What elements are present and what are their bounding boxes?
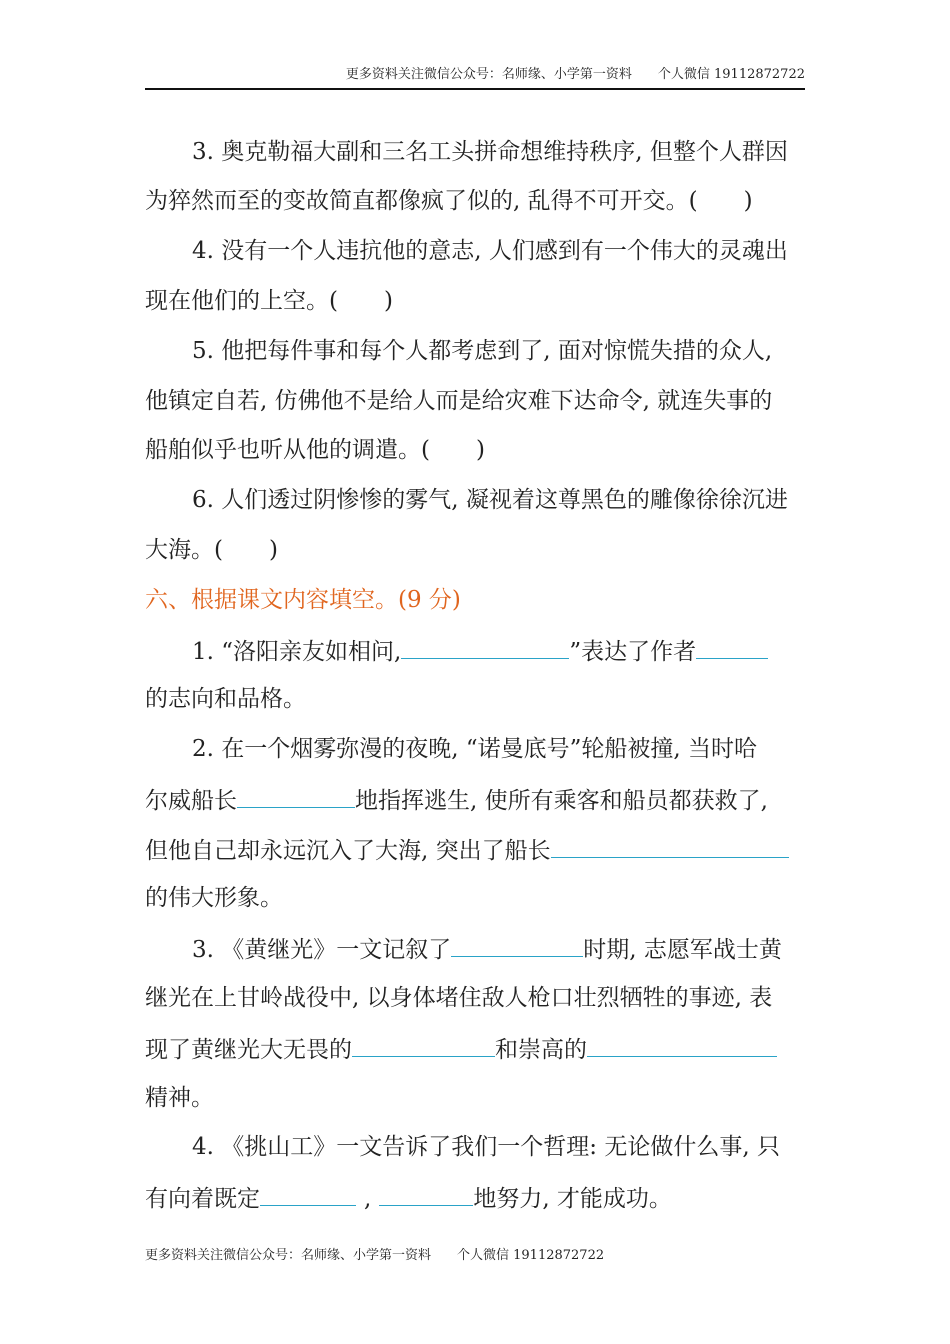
fill1-line2: 的志向和品格。 bbox=[145, 686, 306, 712]
q5-line3: 船舶似乎也听从他的调遣。( ) bbox=[145, 437, 485, 463]
footer-text: 更多资料关注微信公众号：名师缘、小学第一资料 个人微信 19112872722 bbox=[145, 1248, 605, 1263]
fill4-text-b: , bbox=[364, 1186, 372, 1212]
fill2-text-a: 尔威船长 bbox=[145, 788, 237, 814]
fill2-line3 bbox=[145, 837, 789, 863]
fill3-text-c: 现了黄继光大无畏的 bbox=[145, 1037, 352, 1063]
q4-line2: 现在他们的上空。( ) bbox=[145, 288, 393, 314]
q3-line1: 3. 奥克勒福大副和三名工头拼命想维持秩序, 但整个人群因 bbox=[192, 139, 788, 165]
fill3-blank-1[interactable] bbox=[451, 936, 583, 957]
fill2-text-c: 但他自己却永远沉入了大海, 突出了船长 bbox=[145, 838, 551, 864]
fill4-text-a: 有向着既定 bbox=[145, 1186, 260, 1212]
q6-line2: 大海。( ) bbox=[145, 537, 278, 563]
fill3-line1 bbox=[192, 936, 782, 962]
fill2-line2 bbox=[145, 787, 768, 813]
fill4-blank-2[interactable] bbox=[379, 1185, 473, 1206]
fill4-line2 bbox=[145, 1185, 672, 1211]
header-text: 更多资料关注微信公众号：名师缘、小学第一资料 个人微信 19112872722 bbox=[345, 67, 805, 82]
fill4-blank-1[interactable] bbox=[260, 1185, 356, 1206]
fill3-blank-3[interactable] bbox=[587, 1036, 777, 1057]
fill2-line1: 2. 在一个烟雾弥漫的夜晚, “诺曼底号”轮船被撞, 当时哈 bbox=[192, 736, 758, 762]
q4-line1: 4. 没有一个人违抗他的意志, 人们感到有一个伟大的灵魂出 bbox=[192, 238, 788, 264]
page-footer bbox=[145, 1247, 604, 1265]
fill2-blank-1[interactable] bbox=[237, 787, 355, 808]
fill4-text-c: 地努力, 才能成功。 bbox=[473, 1186, 672, 1212]
fill3-line3 bbox=[145, 1036, 777, 1062]
fill1-text-a: 1. “洛阳亲友如相问, bbox=[192, 639, 402, 665]
q5-line1: 5. 他把每件事和每个人都考虑到了, 面对惊慌失措的众人, bbox=[192, 338, 773, 364]
fill3-line4: 精神。 bbox=[145, 1085, 214, 1111]
fill1-blank-2[interactable] bbox=[696, 638, 768, 659]
q3-line2: 为猝然而至的变故简直都像疯了似的, 乱得不可开交。( ) bbox=[145, 188, 753, 214]
fill3-text-a: 3. 《黄继光》一文记叙了 bbox=[192, 937, 452, 963]
fill4-line1: 4. 《挑山工》一文告诉了我们一个哲理: 无论做什么事, 只 bbox=[192, 1134, 780, 1160]
fill1-line1 bbox=[192, 638, 768, 664]
fill2-line4: 的伟大形象。 bbox=[145, 885, 283, 911]
fill3-line2: 继光在上甘岭战役中, 以身体堵住敌人枪口壮烈牺牲的事迹, 表 bbox=[145, 985, 773, 1011]
fill2-blank-2[interactable] bbox=[551, 837, 789, 858]
fill3-text-d: 和崇高的 bbox=[495, 1037, 587, 1063]
fill1-blank-1[interactable] bbox=[401, 638, 569, 659]
fill2-text-b: 地指挥逃生, 使所有乘客和船员都获救了, bbox=[355, 788, 768, 814]
fill3-blank-2[interactable] bbox=[352, 1036, 495, 1057]
fill1-text-b: ”表达了作者 bbox=[569, 639, 697, 665]
q5-line2: 他镇定自若, 仿佛他不是给人而是给灾难下达命令, 就连失事的 bbox=[145, 388, 773, 414]
page-header bbox=[145, 66, 805, 90]
fill3-text-b: 时期, 志愿军战士黄 bbox=[583, 937, 782, 963]
q6-line1: 6. 人们透过阴惨惨的雾气, 凝视着这尊黑色的雕像徐徐沉进 bbox=[192, 487, 788, 513]
section-6-title: 六、根据课文内容填空。(9 分) bbox=[145, 587, 461, 613]
